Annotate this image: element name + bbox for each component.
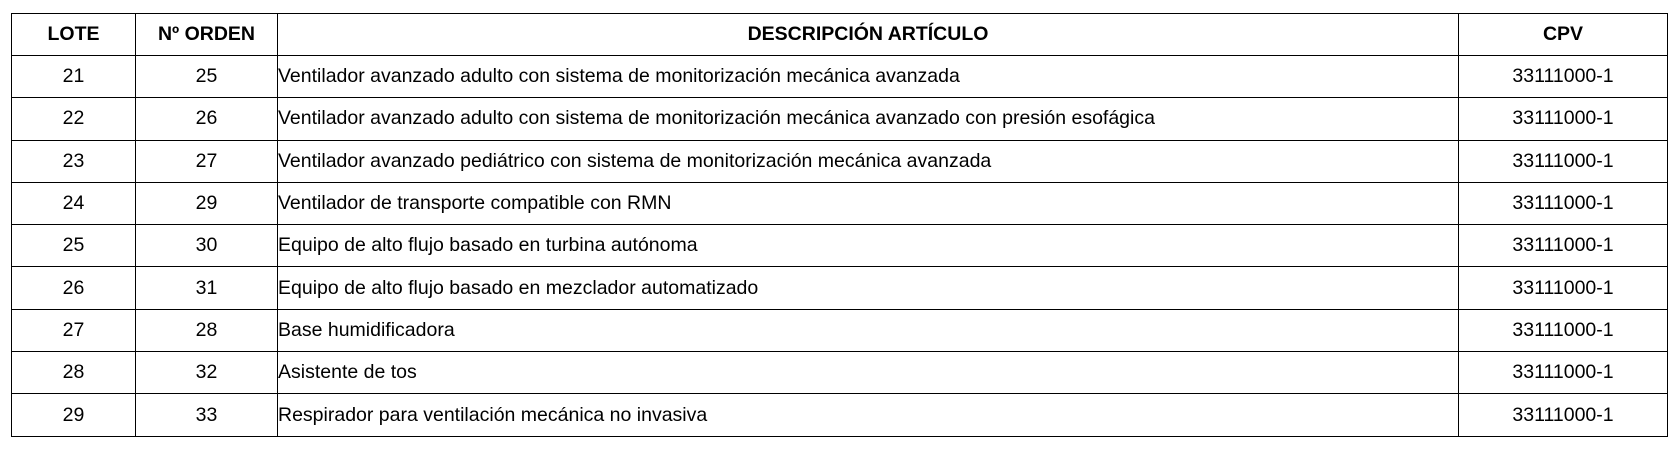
cell-cpv: 33111000-1 bbox=[1459, 267, 1668, 309]
cell-orden: 33 bbox=[136, 394, 278, 436]
cell-cpv: 33111000-1 bbox=[1459, 309, 1668, 351]
cell-descripcion: Asistente de tos bbox=[278, 352, 1459, 394]
cell-orden: 27 bbox=[136, 140, 278, 182]
table-header bbox=[12, 14, 1668, 56]
lots-table bbox=[11, 13, 1668, 437]
cell-descripcion: Equipo de alto flujo basado en turbina autónoma bbox=[278, 225, 1459, 267]
cell-cpv: 33111000-1 bbox=[1459, 352, 1668, 394]
header-cpv: CPV bbox=[1459, 14, 1668, 56]
table-row bbox=[12, 56, 1668, 98]
header-row bbox=[12, 14, 1668, 56]
cell-orden: 32 bbox=[136, 352, 278, 394]
cell-lote: 21 bbox=[12, 56, 136, 98]
cell-lote: 24 bbox=[12, 182, 136, 224]
cell-descripcion: Base humidificadora bbox=[278, 309, 1459, 351]
cell-descripcion: Respirador para ventilación mecánica no invasiva bbox=[278, 394, 1459, 436]
cell-cpv: 33111000-1 bbox=[1459, 56, 1668, 98]
table-row bbox=[12, 394, 1668, 436]
cell-lote: 27 bbox=[12, 309, 136, 351]
cell-lote: 26 bbox=[12, 267, 136, 309]
cell-lote: 22 bbox=[12, 98, 136, 140]
table-row bbox=[12, 352, 1668, 394]
cell-lote: 28 bbox=[12, 352, 136, 394]
cell-cpv: 33111000-1 bbox=[1459, 394, 1668, 436]
table-body bbox=[12, 56, 1668, 437]
table-row bbox=[12, 225, 1668, 267]
table-row bbox=[12, 267, 1668, 309]
table-row bbox=[12, 309, 1668, 351]
header-orden: Nº ORDEN bbox=[136, 14, 278, 56]
table-row bbox=[12, 98, 1668, 140]
table-row bbox=[12, 182, 1668, 224]
cell-orden: 31 bbox=[136, 267, 278, 309]
header-descripcion: DESCRIPCIÓN ARTÍCULO bbox=[278, 14, 1459, 56]
cell-orden: 26 bbox=[136, 98, 278, 140]
cell-orden: 30 bbox=[136, 225, 278, 267]
cell-cpv: 33111000-1 bbox=[1459, 182, 1668, 224]
cell-orden: 25 bbox=[136, 56, 278, 98]
cell-lote: 23 bbox=[12, 140, 136, 182]
header-lote: LOTE bbox=[12, 14, 136, 56]
cell-orden: 29 bbox=[136, 182, 278, 224]
cell-descripcion: Ventilador avanzado adulto con sistema de monitorización mecánica avanzada bbox=[278, 56, 1459, 98]
cell-cpv: 33111000-1 bbox=[1459, 140, 1668, 182]
cell-cpv: 33111000-1 bbox=[1459, 225, 1668, 267]
cell-descripcion: Ventilador avanzado adulto con sistema de monitorización mecánica avanzado con presión esofágica bbox=[278, 98, 1459, 140]
cell-descripcion: Ventilador de transporte compatible con RMN bbox=[278, 182, 1459, 224]
cell-cpv: 33111000-1 bbox=[1459, 98, 1668, 140]
cell-lote: 29 bbox=[12, 394, 136, 436]
cell-descripcion: Ventilador avanzado pediátrico con sistema de monitorización mecánica avanzada bbox=[278, 140, 1459, 182]
cell-descripcion: Equipo de alto flujo basado en mezclador automatizado bbox=[278, 267, 1459, 309]
table-row bbox=[12, 140, 1668, 182]
cell-orden: 28 bbox=[136, 309, 278, 351]
cell-lote: 25 bbox=[12, 225, 136, 267]
